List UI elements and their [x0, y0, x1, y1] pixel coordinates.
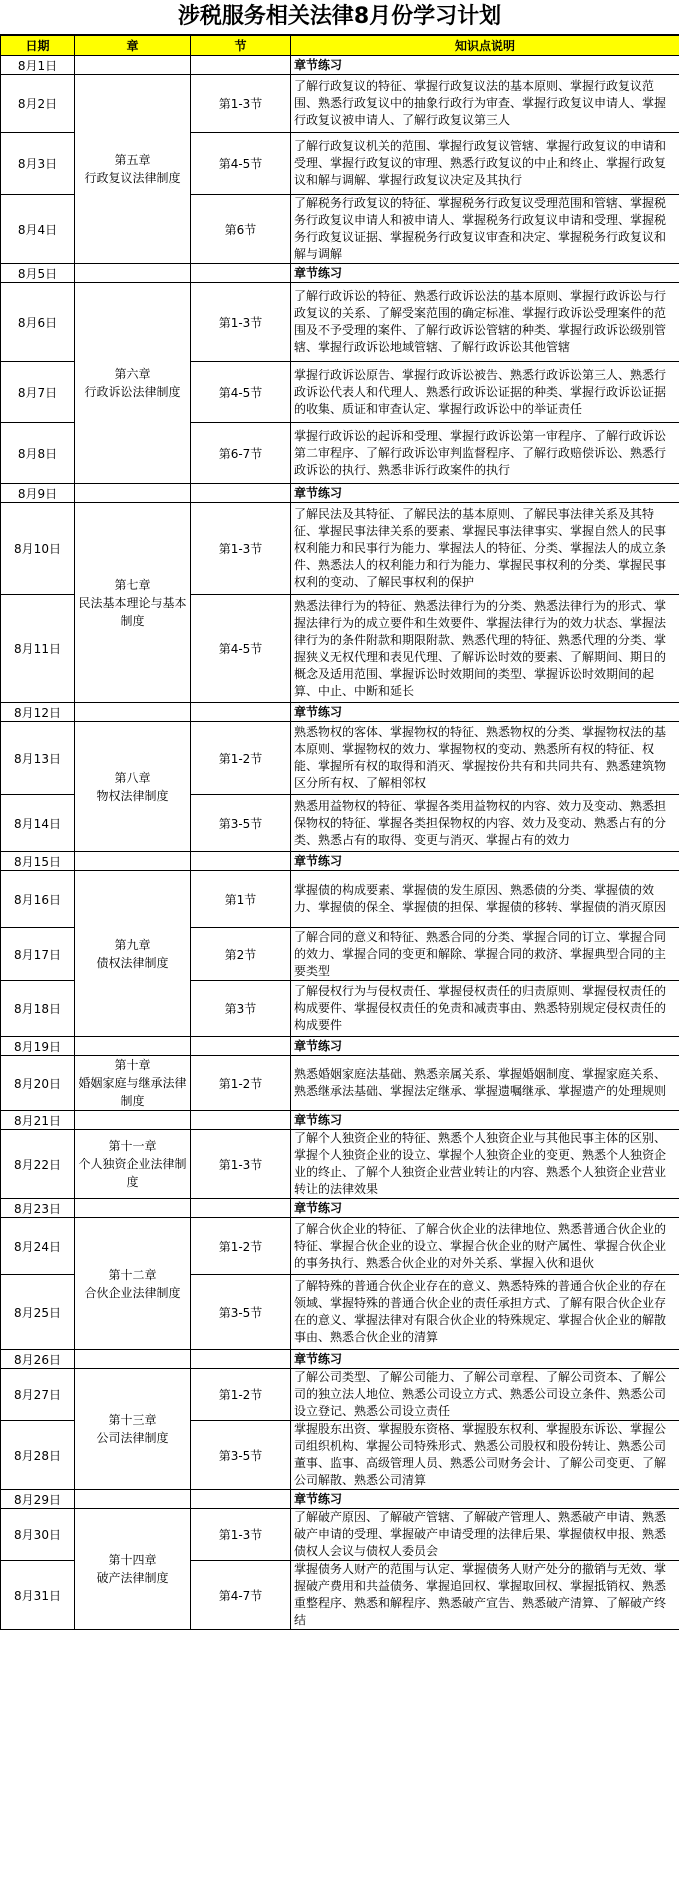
date-cell: 8月3日 — [1, 133, 75, 195]
section-cell: 第1-3节 — [191, 1509, 291, 1561]
date-cell: 8月6日 — [1, 283, 75, 362]
section-cell: 第4-7节 — [191, 1561, 291, 1630]
empty-section-cell — [191, 1037, 291, 1056]
header-date: 日期 — [1, 36, 75, 56]
header-chapter: 章 — [75, 36, 191, 56]
empty-section-cell — [191, 484, 291, 503]
knowledge-points-cell: 了解合伙企业的特征、了解合伙企业的法律地位、熟悉普通合伙企业的特征、掌握合伙企业的设立、掌握合伙企业的财产属性、掌握合伙企业的事务执行、熟悉合伙企业的对外关系、掌握入伙和退伙 — [291, 1218, 679, 1275]
practice-label: 章节练习 — [291, 1490, 679, 1509]
practice-label: 章节练习 — [291, 1111, 679, 1130]
knowledge-points-cell: 掌握行政诉讼原告、掌握行政诉讼被告、熟悉行政诉讼第三人、熟悉行政诉讼代表人和代理人、熟悉行政诉讼证据的种类、掌握行政诉讼证据的收集、质证和审查认定、掌握行政诉讼中的举证责任 — [291, 362, 679, 423]
date-cell: 8月9日 — [1, 484, 75, 503]
practice-row — [1, 1037, 679, 1056]
section-cell: 第2节 — [191, 928, 291, 981]
header-section: 节 — [191, 36, 291, 56]
date-cell: 8月18日 — [1, 981, 75, 1037]
practice-label: 章节练习 — [291, 264, 679, 283]
section-cell: 第1-3节 — [191, 1130, 291, 1199]
knowledge-points-cell: 掌握债的构成要素、掌握债的发生原因、熟悉债的分类、掌握债的效力、掌握债的保全、掌握债的担保、掌握债的移转、掌握债的消灭原因 — [291, 871, 679, 928]
chapter-line: 第六章 — [114, 367, 151, 381]
date-cell: 8月11日 — [1, 595, 75, 703]
chapter-line: 第八章 — [114, 770, 151, 785]
date-cell: 8月27日 — [1, 1369, 75, 1421]
section-cell: 第1-2节 — [191, 1369, 291, 1421]
section-cell: 第4-5节 — [191, 362, 291, 423]
date-cell: 8月7日 — [1, 362, 75, 423]
practice-label: 章节练习 — [291, 1199, 679, 1218]
chapter-cell — [75, 722, 191, 852]
date-cell: 8月19日 — [1, 1037, 75, 1056]
empty-section-cell — [191, 703, 291, 722]
chapter-cell — [75, 1509, 191, 1630]
knowledge-points-cell: 了解特殊的普通合伙企业存在的意义、熟悉特殊的普通合伙企业的存在领域、掌握特殊的普通合伙企业的责任承担方式、了解有限合伙企业存在的意义、掌握法律对有限合伙企业的特殊规定、掌握合伙企业的解散事由、熟悉合伙企业的清算 — [291, 1275, 679, 1350]
chapter-cell — [75, 1130, 191, 1199]
practice-label: 章节练习 — [291, 1350, 679, 1369]
date-cell: 8月17日 — [1, 928, 75, 981]
empty-chapter-cell — [75, 1199, 191, 1218]
chapter-line: 民法基本理论与基本制度 — [78, 595, 187, 628]
date-cell: 8月12日 — [1, 703, 75, 722]
practice-row — [1, 1490, 679, 1509]
knowledge-points-cell: 了解行政复议的特征、掌握行政复议法的基本原则、掌握行政复议范围、熟悉行政复议中的抽象行政行为审查、掌握行政复议申请人、掌握行政复议被申请人、了解行政复议第三人 — [291, 75, 679, 133]
section-cell: 第1节 — [191, 871, 291, 928]
section-cell: 第1-2节 — [191, 1218, 291, 1275]
knowledge-points-cell: 了解合同的意义和特征、熟悉合同的分类、掌握合同的订立、掌握合同的效力、掌握合同的变更和解除、掌握合同的救济、掌握典型合同的主要类型 — [291, 928, 679, 981]
chapter-cell — [75, 1056, 191, 1111]
plan-row — [1, 871, 679, 928]
empty-chapter-cell — [75, 1490, 191, 1509]
plan-row — [1, 1130, 679, 1199]
empty-section-cell — [191, 1199, 291, 1218]
schedule-table — [0, 35, 679, 1630]
section-cell: 第6节 — [191, 195, 291, 264]
empty-section-cell — [191, 264, 291, 283]
section-cell: 第1-3节 — [191, 75, 291, 133]
chapter-line: 公司法律制度 — [96, 1431, 169, 1445]
section-cell: 第3-5节 — [191, 1421, 291, 1490]
section-cell: 第1-2节 — [191, 1056, 291, 1111]
date-cell: 8月22日 — [1, 1130, 75, 1199]
date-cell: 8月4日 — [1, 195, 75, 264]
practice-label: 章节练习 — [291, 1037, 679, 1056]
date-cell: 8月1日 — [1, 56, 75, 75]
chapter-line: 物权法律制度 — [96, 788, 169, 803]
empty-chapter-cell — [75, 484, 191, 503]
empty-chapter-cell — [75, 703, 191, 722]
chapter-cell — [75, 871, 191, 1037]
schedule-body — [1, 56, 679, 1630]
chapter-line: 第五章 — [114, 153, 151, 167]
knowledge-points-cell: 掌握股东出资、掌握股东资格、掌握股东权利、掌握股东诉讼、掌握公司组织机构、掌握公司特殊形式、熟悉公司股权和股份转让、熟悉公司董事、监事、高级管理人员、熟悉公司财务会计、了解公司变更、了解公司解散、熟悉公司清算 — [291, 1421, 679, 1490]
knowledge-points-cell: 熟悉婚姻家庭法基础、熟悉亲属关系、掌握婚姻制度、掌握家庭关系、熟悉继承法基础、掌握法定继承、掌握遗嘱继承、掌握遗产的处理规则 — [291, 1056, 679, 1111]
date-cell: 8月2日 — [1, 75, 75, 133]
date-cell: 8月13日 — [1, 722, 75, 795]
practice-label: 章节练习 — [291, 703, 679, 722]
practice-label: 章节练习 — [291, 484, 679, 503]
chapter-line: 第十四章 — [108, 1553, 157, 1567]
knowledge-points-cell: 熟悉物权的客体、掌握物权的特征、熟悉物权的分类、掌握物权法的基本原则、掌握物权的效力、掌握物权的变动、熟悉所有权的特征、权能、掌握所有权的取得和消灭、掌握按份共有和共同共有、熟悉建筑物区分所有权、了解相邻权 — [291, 722, 679, 795]
section-cell: 第3-5节 — [191, 795, 291, 852]
date-cell: 8月15日 — [1, 852, 75, 871]
section-cell: 第3节 — [191, 981, 291, 1037]
empty-chapter-cell — [75, 1350, 191, 1369]
date-cell: 8月24日 — [1, 1218, 75, 1275]
knowledge-points-cell: 了解民法及其特征、了解民法的基本原则、了解民事法律关系及其特征、掌握民事法律关系的要素、掌握民事法律事实、掌握自然人的民事权利能力和民事行为能力、掌握法人的特征、分类、掌握法人的成立条件、熟悉法人的权利能力和行为能力、掌握民事权利的分类、掌握民事权利的变动、了解民事权利的保护 — [291, 503, 679, 595]
date-cell: 8月20日 — [1, 1056, 75, 1111]
date-cell: 8月16日 — [1, 871, 75, 928]
section-cell: 第4-5节 — [191, 595, 291, 703]
chapter-line: 第十一章 — [108, 1139, 157, 1153]
plan-row — [1, 1218, 679, 1275]
section-cell: 第1-3节 — [191, 503, 291, 595]
chapter-line: 第十章 — [114, 1058, 151, 1072]
practice-row — [1, 484, 679, 503]
header-row — [1, 36, 679, 56]
date-cell: 8月5日 — [1, 264, 75, 283]
empty-chapter-cell — [75, 852, 191, 871]
section-cell: 第1-2节 — [191, 722, 291, 795]
date-cell: 8月30日 — [1, 1509, 75, 1561]
empty-chapter-cell — [75, 1111, 191, 1130]
chapter-line: 行政诉讼法律制度 — [84, 385, 181, 399]
empty-section-cell — [191, 56, 291, 75]
chapter-line: 第十二章 — [108, 1267, 157, 1282]
plan-row — [1, 1369, 679, 1421]
practice-row — [1, 1199, 679, 1218]
knowledge-points-cell: 了解破产原因、了解破产管辖、了解破产管理人、熟悉破产申请、熟悉破产申请的受理、掌握破产申请受理的法律后果、掌握债权申报、熟悉债权人会议与债权人委员会 — [291, 1509, 679, 1561]
chapter-line: 第九章 — [114, 937, 151, 952]
knowledge-points-cell: 掌握行政诉讼的起诉和受理、掌握行政诉讼第一审程序、了解行政诉讼第二审程序、了解行政诉讼审判监督程序、了解行政赔偿诉讼、熟悉行政诉讼的执行、熟悉非诉行政案件的执行 — [291, 423, 679, 484]
section-cell: 第1-3节 — [191, 283, 291, 362]
chapter-line: 婚姻家庭与继承法律制度 — [78, 1076, 187, 1108]
chapter-cell — [75, 503, 191, 703]
knowledge-points-cell: 了解行政诉讼的特征、熟悉行政诉讼法的基本原则、掌握行政诉讼与行政复议的关系、了解受案范围的确定标准、掌握行政诉讼受理案件的范围及不予受理的案件、了解行政诉讼管辖的种类、掌握行政诉讼级别管辖、掌握行政诉讼地域管辖、了解行政诉讼其他管辖 — [291, 283, 679, 362]
practice-label: 章节练习 — [291, 852, 679, 871]
empty-section-cell — [191, 1111, 291, 1130]
empty-chapter-cell — [75, 1037, 191, 1056]
practice-row — [1, 703, 679, 722]
plan-row — [1, 1509, 679, 1561]
plan-row — [1, 283, 679, 362]
practice-row — [1, 852, 679, 871]
practice-row — [1, 264, 679, 283]
date-cell: 8月21日 — [1, 1111, 75, 1130]
header-points: 知识点说明 — [291, 36, 679, 56]
date-cell: 8月25日 — [1, 1275, 75, 1350]
empty-section-cell — [191, 1350, 291, 1369]
date-cell: 8月28日 — [1, 1421, 75, 1490]
date-cell: 8月14日 — [1, 795, 75, 852]
empty-section-cell — [191, 1490, 291, 1509]
practice-row — [1, 56, 679, 75]
plan-row — [1, 75, 679, 133]
chapter-line: 第七章 — [114, 577, 151, 592]
date-cell: 8月26日 — [1, 1350, 75, 1369]
knowledge-points-cell: 了解税务行政复议的特征、掌握税务行政复议受理范围和管辖、掌握税务行政复议申请人和被申请人、掌握税务行政复议申请和受理、掌握税务行政复议证据、掌握税务行政复议审查和决定、掌握税务行政复议和解与调解 — [291, 195, 679, 264]
empty-chapter-cell — [75, 264, 191, 283]
empty-chapter-cell — [75, 56, 191, 75]
plan-row — [1, 503, 679, 595]
practice-row — [1, 1111, 679, 1130]
chapter-line: 破产法律制度 — [96, 1571, 169, 1585]
plan-row — [1, 1056, 679, 1111]
section-cell: 第6-7节 — [191, 423, 291, 484]
date-cell: 8月29日 — [1, 1490, 75, 1509]
knowledge-points-cell: 了解个人独资企业的特征、熟悉个人独资企业与其他民事主体的区别、掌握个人独资企业的设立、掌握个人独资企业的变更、熟悉个人独资企业的终止、了解个人独资企业营业转让的内容、熟悉个人独资企业营业转让的法律效果 — [291, 1130, 679, 1199]
chapter-line: 债权法律制度 — [96, 955, 169, 970]
chapter-line: 行政复议法律制度 — [84, 171, 181, 185]
knowledge-points-cell: 熟悉法律行为的特征、熟悉法律行为的分类、熟悉法律行为的形式、掌握法律行为的成立要件和生效要件、掌握法律行为的效力状态、掌握法律行为的条件附款和期限附款、熟悉代理的特征、熟悉代理的分类、掌握狭义无权代理和表见代理、了解诉讼时效的要素、了解期间、期日的概念及适用范围、掌握诉讼时效期间的类型、掌握诉讼时效期间的起算、中止、中断和延长 — [291, 595, 679, 703]
chapter-line: 合伙企业法律制度 — [84, 1285, 181, 1300]
practice-label: 章节练习 — [291, 56, 679, 75]
chapter-cell — [75, 1218, 191, 1350]
date-cell: 8月10日 — [1, 503, 75, 595]
section-cell: 第4-5节 — [191, 133, 291, 195]
chapter-cell — [75, 1369, 191, 1490]
knowledge-points-cell: 了解公司类型、了解公司能力、了解公司章程、了解公司资本、了解公司的独立法人地位、熟悉公司设立方式、熟悉公司设立条件、熟悉公司设立登记、熟悉公司设立责任 — [291, 1369, 679, 1421]
date-cell: 8月8日 — [1, 423, 75, 484]
date-cell: 8月31日 — [1, 1561, 75, 1630]
knowledge-points-cell: 掌握债务人财产的范围与认定、掌握债务人财产处分的撤销与无效、掌握破产费用和共益债务、掌握追回权、掌握取回权、掌握抵销权、熟悉重整程序、熟悉和解程序、熟悉破产宣告、熟悉破产清算、了解破产终结 — [291, 1561, 679, 1630]
knowledge-points-cell: 熟悉用益物权的特征、掌握各类用益物权的内容、效力及变动、熟悉担保物权的特征、掌握各类担保物权的内容、效力及变动、熟悉占有的分类、熟悉占有的取得、变更与消灭、掌握占有的效力 — [291, 795, 679, 852]
chapter-cell — [75, 75, 191, 264]
practice-row — [1, 1350, 679, 1369]
knowledge-points-cell: 了解行政复议机关的范围、掌握行政复议管辖、掌握行政复议的申请和受理、掌握行政复议的审理、熟悉行政复议的中止和终止、掌握行政复议和解与调解、掌握行政复议决定及其执行 — [291, 133, 679, 195]
chapter-line: 第十三章 — [108, 1413, 157, 1427]
chapter-cell — [75, 283, 191, 484]
empty-section-cell — [191, 852, 291, 871]
page-title: 涉税服务相关法律8月份学习计划 — [0, 0, 679, 35]
section-cell: 第3-5节 — [191, 1275, 291, 1350]
plan-row — [1, 722, 679, 795]
chapter-line: 个人独资企业法律制度 — [78, 1157, 187, 1189]
date-cell: 8月23日 — [1, 1199, 75, 1218]
knowledge-points-cell: 了解侵权行为与侵权责任、掌握侵权责任的归责原则、掌握侵权责任的构成要件、掌握侵权责任的免责和减责事由、熟悉特别规定侵权责任的构成要件 — [291, 981, 679, 1037]
